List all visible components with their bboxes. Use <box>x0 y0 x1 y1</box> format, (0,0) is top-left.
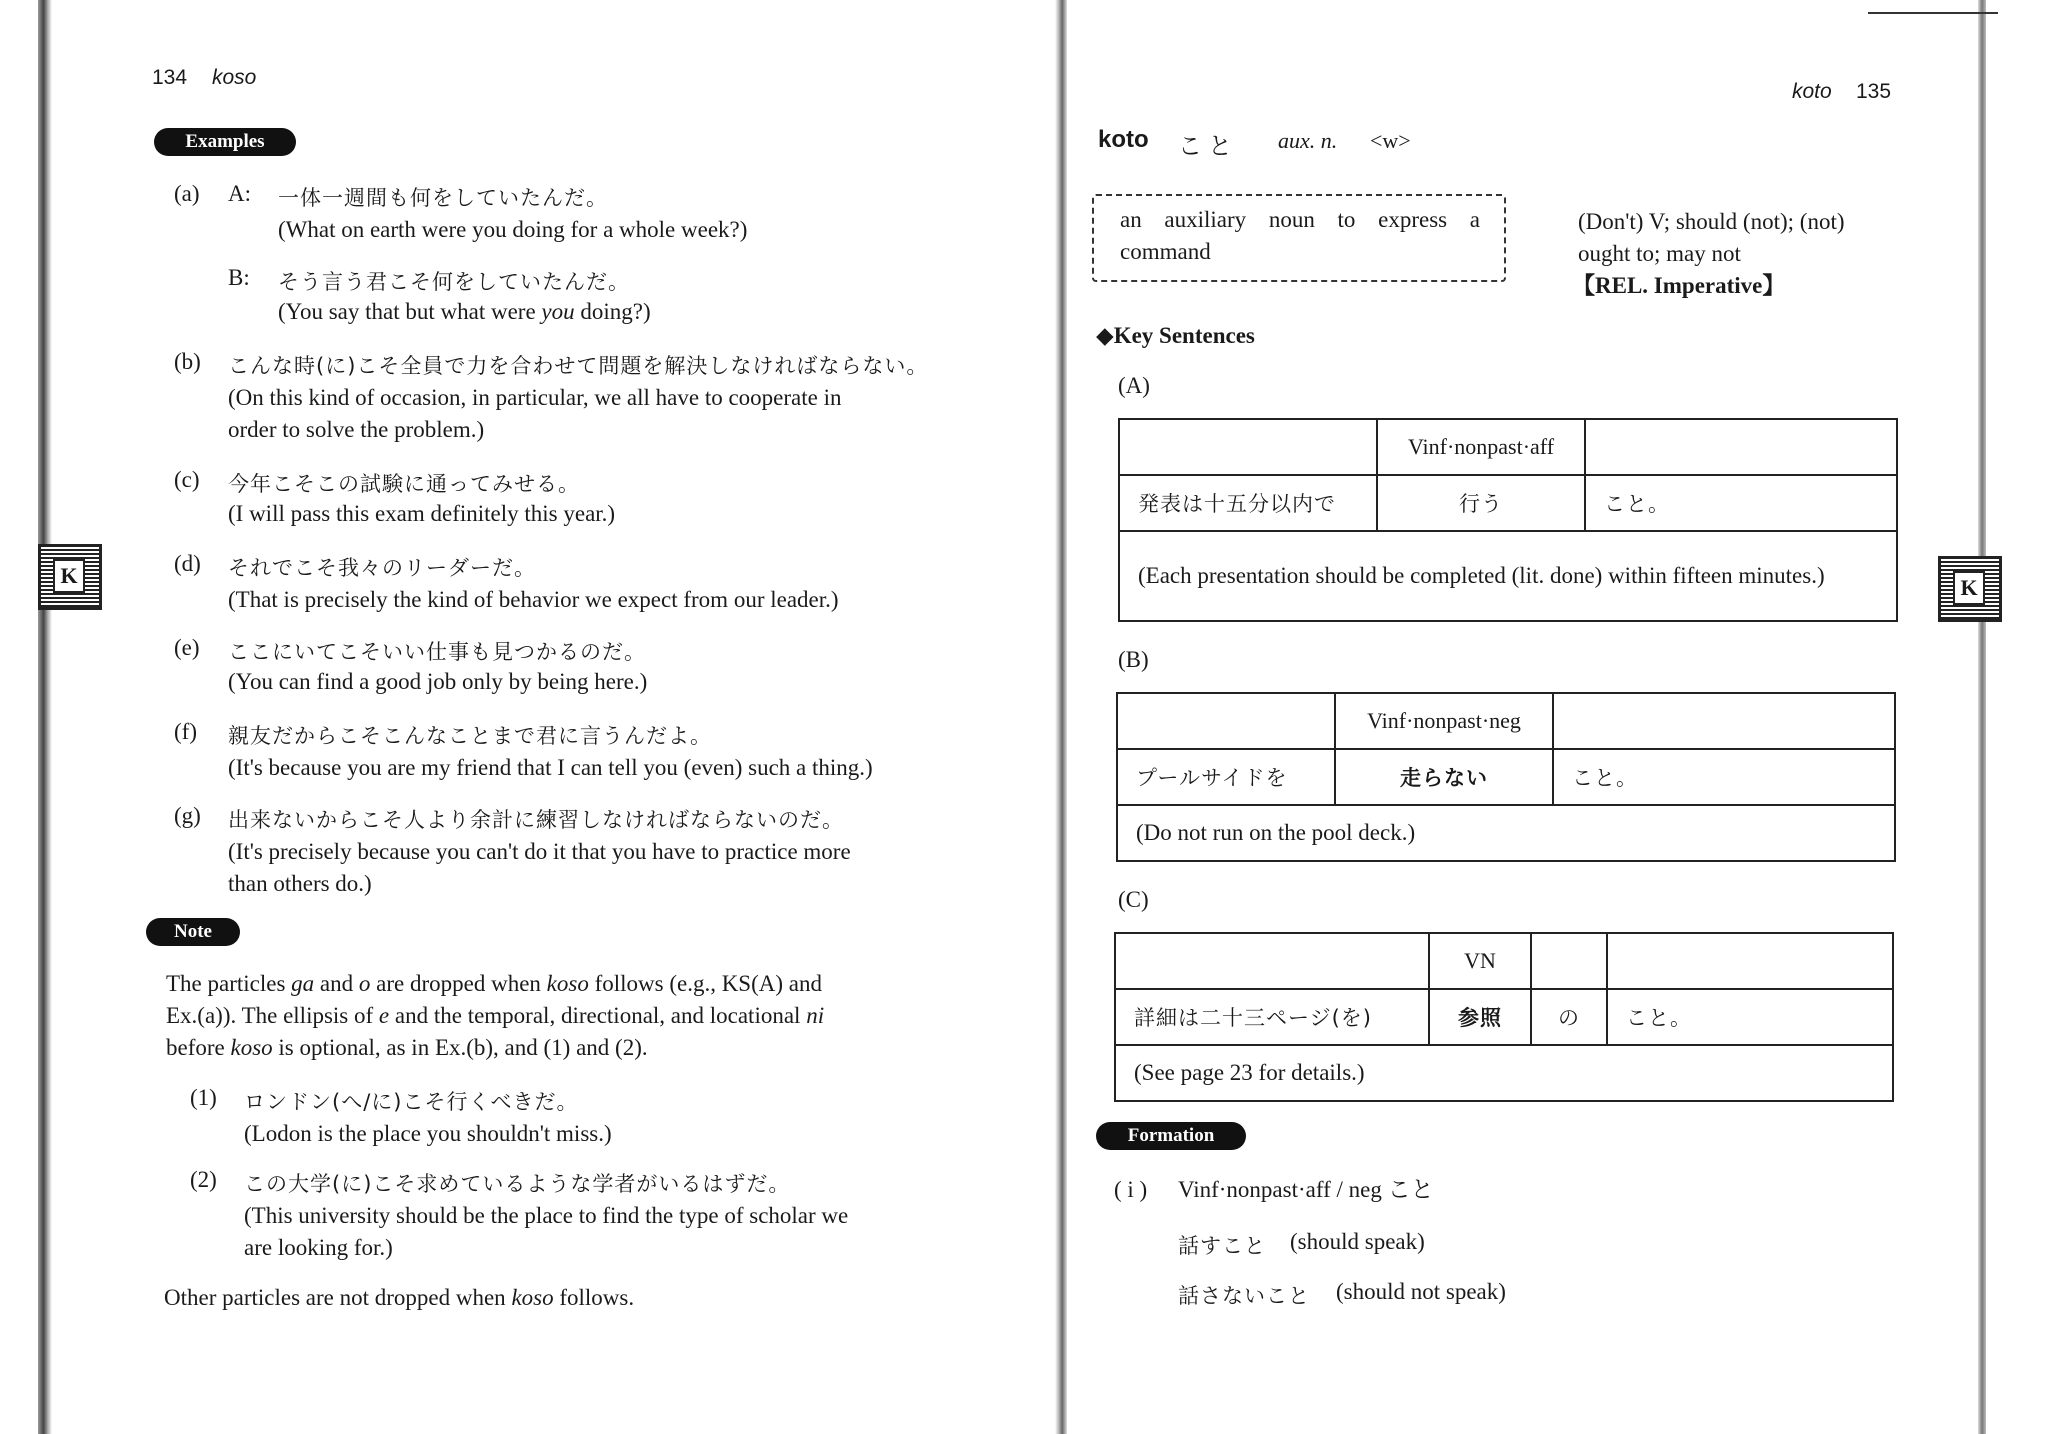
ks-header-cell: VN <box>1429 933 1531 989</box>
ks-cell: 参照 <box>1429 989 1531 1045</box>
example-tag: (f) <box>174 719 197 744</box>
running-head: koso <box>212 66 257 89</box>
key-sentence-table-b <box>1116 692 1896 862</box>
example-tag: (e) <box>174 635 200 660</box>
note-item-translation-cont: are looking for.) <box>244 1235 393 1260</box>
ks-cell: こと。 <box>1607 989 1893 1045</box>
example-translation-cont: than others do.) <box>228 871 372 896</box>
gloss-line: (Don't) V; should (not); (not) <box>1578 209 1845 234</box>
ks-header-cell <box>1553 693 1895 749</box>
example-translation: (You can find a good job only by being here.) <box>228 669 648 694</box>
example-japanese: それでこそ我々のリーダーだ。 <box>228 556 536 580</box>
note-item-tag: (1) <box>190 1085 217 1110</box>
example-japanese: こんな時(に)こそ全員で力を合わせて問題を解決しなければならない。 <box>228 354 929 378</box>
formation-tag: ( i ) <box>1114 1177 1148 1202</box>
page-edge-shadow <box>38 0 52 1434</box>
note-closing-line: Other particles are not dropped when koso follows. <box>164 1285 635 1310</box>
ks-header-cell: Vinf·nonpast·neg <box>1335 693 1553 749</box>
key-sentence-table-c <box>1114 932 1894 1102</box>
ks-translation: (See page 23 for details.) <box>1115 1045 1893 1101</box>
formation-example-gloss: (should not speak) <box>1336 1279 1506 1304</box>
examples-label: Examples <box>154 128 296 156</box>
ks-cell: 走らない <box>1335 749 1553 805</box>
ks-cell: こと。 <box>1553 749 1895 805</box>
ks-header-cell: Vinf·nonpast·aff <box>1377 419 1585 475</box>
example-tag: (b) <box>174 349 201 374</box>
entry-part-of-speech: aux. n. <box>1278 128 1338 153</box>
ks-translation: (Do not run on the pool deck.) <box>1117 805 1895 861</box>
note-item-tag: (2) <box>190 1167 217 1192</box>
example-translation-cont: order to solve the problem.) <box>228 417 485 442</box>
example-japanese: 今年こそこの試験に通ってみせる。 <box>228 472 580 496</box>
top-rule <box>1868 12 1998 14</box>
note-item-translation: (Lodon is the place you shouldn't miss.) <box>244 1121 612 1146</box>
ks-label: (C) <box>1118 887 1149 912</box>
example-translation: (What on earth were you doing for a whole week?) <box>278 217 748 242</box>
ks-header-cell <box>1531 933 1607 989</box>
example-tag: (d) <box>174 551 201 576</box>
ks-header-cell <box>1115 933 1429 989</box>
example-translation: (On this kind of occasion, in particular, we all have to cooperate in <box>228 385 842 410</box>
ks-cell: 詳細は二十三ページ(を) <box>1115 989 1429 1045</box>
example-tag: (g) <box>174 803 201 828</box>
example-japanese: ここにいてこそいい仕事も見つかるのだ。 <box>228 640 646 664</box>
formation-example-japanese: 話すこと <box>1178 1234 1266 1258</box>
running-head: koto <box>1792 80 1832 103</box>
ks-cell: 発表は十五分以内で <box>1119 475 1377 531</box>
ks-label: (B) <box>1118 647 1149 672</box>
ks-header-cell <box>1585 419 1897 475</box>
thumb-tab: K <box>38 544 102 610</box>
ks-cell: の <box>1531 989 1607 1045</box>
ks-translation: (Each presentation should be completed (lit. done) within fifteen minutes.) <box>1138 563 1825 588</box>
example-translation: (I will pass this exam definitely this year.) <box>228 501 616 526</box>
example-translation: (It's because you are my friend that I can tell you (even) such a thing.) <box>228 755 873 780</box>
speaker-label: B: <box>228 265 250 290</box>
example-translation: (You say that but what were you doing?) <box>278 299 651 324</box>
example-translation: (That is precisely the kind of behavior we expect from our leader.) <box>228 587 839 612</box>
ks-header-cell <box>1117 693 1335 749</box>
example-tag: (c) <box>174 467 200 492</box>
ks-header-cell <box>1607 933 1893 989</box>
ks-translation-cell <box>1119 531 1897 621</box>
example-tag: (a) <box>174 181 200 206</box>
formation-example-japanese: 話さないこと <box>1178 1284 1310 1308</box>
formation-example-gloss: (should speak) <box>1290 1229 1425 1254</box>
thumb-tab: K <box>1938 556 2002 622</box>
note-item-translation: (This university should be the place to find the type of scholar we <box>244 1203 849 1228</box>
formation-rule: Vinf·nonpast·aff / neg こと <box>1178 1177 1434 1202</box>
entry-word: koto <box>1098 126 1149 153</box>
example-translation: (It's precisely because you can't do it that you have to practice more <box>228 839 851 864</box>
page-number: 134 <box>152 66 188 89</box>
note-label: Note <box>146 918 240 946</box>
ks-cell: プールサイドを <box>1117 749 1335 805</box>
definition-text: an auxiliary noun to express a command <box>1120 207 1480 264</box>
example-japanese: 出来ないからこそ人より余計に練習しなければならないのだ。 <box>228 808 844 832</box>
speaker-label: A: <box>228 181 251 206</box>
ks-label: (A) <box>1118 373 1150 398</box>
right-page <box>1030 0 2048 1434</box>
example-japanese: 一体一週間も何をしていたんだ。 <box>278 186 608 210</box>
note-paragraph-line: before koso is optional, as in Ex.(b), and (1) and (2). <box>166 1035 648 1060</box>
formation-label: Formation <box>1096 1122 1246 1150</box>
page-number: 135 <box>1856 80 1892 103</box>
ks-cell: こと。 <box>1585 475 1897 531</box>
entry-kana: こと <box>1178 132 1238 160</box>
ks-header-cell <box>1119 419 1377 475</box>
example-japanese: 親友だからこそこんなことまで君に言うんだよ。 <box>228 724 712 748</box>
note-paragraph-line: The particles ga and o are dropped when koso follows (e.g., KS(A) and <box>166 971 822 996</box>
definition-box <box>1092 194 1506 282</box>
key-sentence-table-a <box>1118 418 1898 622</box>
note-item-japanese: この大学(に)こそ求めているような学者がいるはずだ。 <box>244 1172 791 1196</box>
ks-cell: 行う <box>1377 475 1585 531</box>
related-entry: 【REL. Imperative】 <box>1572 273 1786 298</box>
note-item-japanese: ロンドン(へ/に)こそ行くべきだ。 <box>244 1090 579 1114</box>
example-japanese: そう言う君こそ何をしていたんだ。 <box>278 270 630 294</box>
gloss-line: ought to; may not <box>1578 241 1741 266</box>
key-sentences-heading: ◆Key Sentences <box>1096 323 1255 348</box>
entry-register: <w> <box>1370 128 1411 153</box>
note-paragraph-line: Ex.(a)). The ellipsis of e and the temporal, directional, and locational ni <box>166 1003 825 1028</box>
